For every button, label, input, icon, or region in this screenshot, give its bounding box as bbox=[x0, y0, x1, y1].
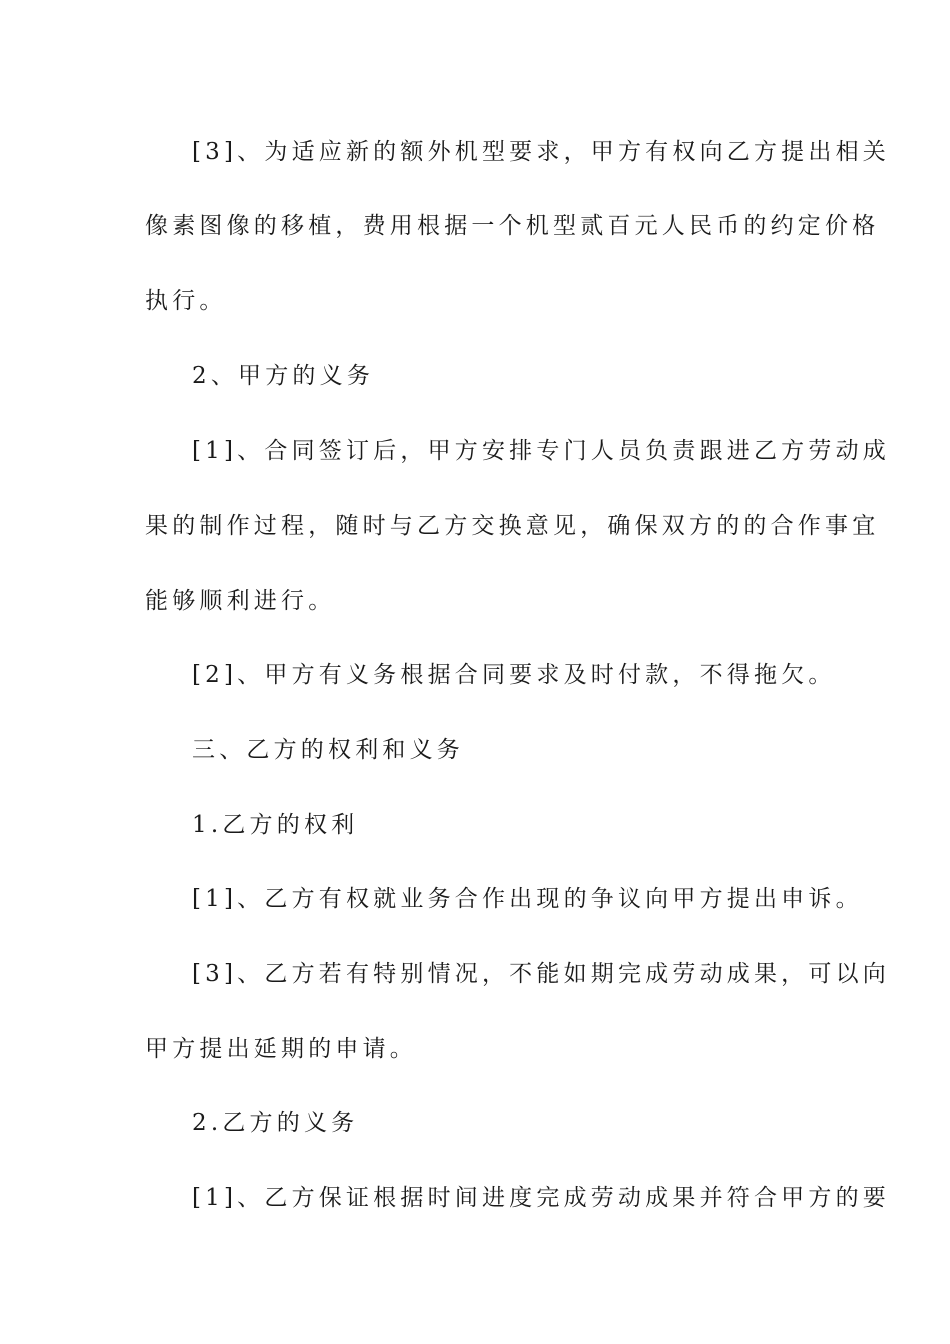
section-heading: 2.乙方的义务 bbox=[192, 1110, 359, 1136]
paragraph-line: 能够顺利进行。 bbox=[145, 588, 336, 614]
paragraph-line: 执行。 bbox=[145, 288, 227, 314]
paragraph-line: 甲方提出延期的申请。 bbox=[145, 1036, 417, 1062]
section-heading: 2、甲方的义务 bbox=[192, 363, 375, 389]
paragraph-line: [1]、乙方保证根据时间进度完成劳动成果并符合甲方的要 bbox=[192, 1185, 890, 1211]
section-heading: 1.乙方的权利 bbox=[192, 812, 359, 838]
paragraph-line: [3]、为适应新的额外机型要求，甲方有权向乙方提出相关 bbox=[192, 139, 890, 165]
section-heading: 三、乙方的权利和义务 bbox=[192, 737, 464, 763]
paragraph-line: [3]、乙方若有特别情况，不能如期完成劳动成果，可以向 bbox=[192, 961, 890, 987]
paragraph-line: 像素图像的移植，费用根据一个机型贰百元人民币的约定价格 bbox=[145, 213, 880, 239]
paragraph-line: [1]、乙方有权就业务合作出现的争议向甲方提出申诉。 bbox=[192, 886, 863, 912]
paragraph-line: 果的制作过程，随时与乙方交换意见，确保双方的的合作事宜 bbox=[145, 513, 880, 539]
paragraph-line: [2]、甲方有义务根据合同要求及时付款，不得拖欠。 bbox=[192, 662, 836, 688]
paragraph-line: [1]、合同签订后，甲方安排专门人员负责跟进乙方劳动成 bbox=[192, 438, 890, 464]
